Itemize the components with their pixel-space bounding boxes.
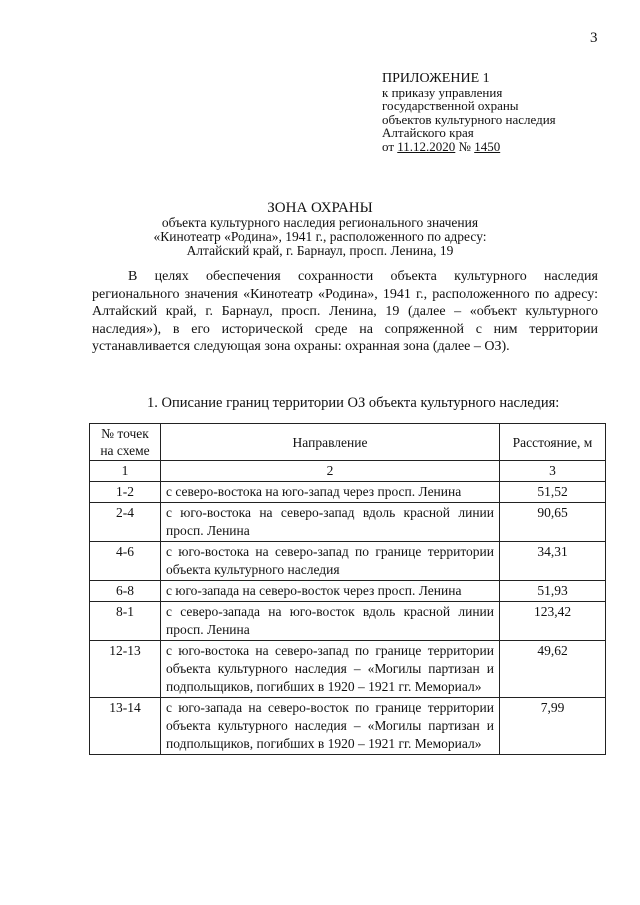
- row-direction: с юго-востока на северо-запад по границе территории объекта культурного наследия – «Могилы партизан и подпольщиков, погибших в 1920 – 1921 гг. Мемориал»: [161, 641, 500, 698]
- row-points: 8-1: [90, 602, 161, 641]
- table-row: [90, 641, 606, 698]
- row-points: 2-4: [90, 503, 161, 542]
- zone-subtitle-line: объекта культурного наследия регионального значения: [161, 215, 479, 230]
- column-number: 1: [90, 461, 161, 482]
- row-distance: 90,65: [500, 503, 606, 542]
- zone-title: ЗОНА ОХРАНЫ: [267, 200, 373, 216]
- row-distance: 49,62: [500, 641, 606, 698]
- zone-subtitle-line: Алтайский край, г. Барнаул, просп. Ленина, 19: [186, 243, 454, 258]
- table-row: [90, 482, 606, 503]
- row-points: 4-6: [90, 542, 161, 581]
- boundaries-table: [89, 423, 606, 755]
- row-direction: с юго-востока на северо-запад вдоль красной линии просп. Ленина: [161, 503, 500, 542]
- order-date: 11.12.2020: [397, 138, 456, 154]
- row-points: 1-2: [90, 482, 161, 503]
- zone-subtitle: [0, 216, 640, 258]
- appendix-date-line: [382, 140, 556, 154]
- order-number: 1450: [474, 138, 501, 154]
- number-prefix: №: [455, 138, 475, 154]
- table-row: [90, 503, 606, 542]
- row-distance: 34,31: [500, 542, 606, 581]
- date-prefix: от: [382, 138, 398, 154]
- appendix-line: объектов культурного наследия: [382, 111, 556, 127]
- column-number: 3: [500, 461, 606, 482]
- intro-paragraph: [92, 268, 598, 356]
- section-heading: 1. Описание границ территории ОЗ объекта культурного наследия:: [147, 395, 560, 411]
- appendix-line: Алтайского края: [382, 125, 474, 140]
- row-distance: 123,42: [500, 602, 606, 641]
- appendix-line: к приказу управления: [382, 84, 503, 100]
- header-direction: Направление: [161, 424, 500, 461]
- row-distance: 51,93: [500, 581, 606, 602]
- row-distance: 51,52: [500, 482, 606, 503]
- row-distance: 7,99: [500, 698, 606, 755]
- header-distance: Расстояние, м: [500, 424, 606, 461]
- page-number: 3: [590, 30, 598, 46]
- row-direction: с юго-востока на северо-запад по границе территории объекта культурного наследия: [161, 542, 500, 581]
- table-row: [90, 602, 606, 641]
- row-direction: с северо-востока на юго-запад через просп. Ленина: [161, 482, 500, 503]
- row-points: 13-14: [90, 698, 161, 755]
- intro-text: В целях обеспечения сохранности объекта культурного наследия регионального значения «Кинотеатр «Родина», 1941 г., расположенного по адресу: Алтайский край, г. Барнаул, просп. Ленина, 19 (далее – «объект культурного наследия»), в его исторической среде на сопряженной с ним территории устанавливается следующая зона охраны: охранная зона (далее – ОЗ).: [92, 269, 598, 354]
- appendix-title: ПРИЛОЖЕНИЕ 1: [382, 71, 490, 86]
- table-header-row: [90, 424, 606, 461]
- column-number: 2: [161, 461, 500, 482]
- row-direction: с юго-запада на северо-восток по границе территории объекта культурного наследия – «Могилы партизан и подпольщиков, погибших в 1920 – 1921 гг. Мемориал»: [161, 698, 500, 755]
- row-points: 12-13: [90, 641, 161, 698]
- row-points: 6-8: [90, 581, 161, 602]
- table-row: [90, 698, 606, 755]
- row-direction: с северо-запада на юго-восток вдоль красной линии просп. Ленина: [161, 602, 500, 641]
- zone-subtitle-line: «Кинотеатр «Родина», 1941 г., расположенного по адресу:: [153, 229, 487, 244]
- table-row: [90, 581, 606, 602]
- appendix-block: [382, 72, 556, 153]
- header-points: № точек на схеме: [90, 424, 161, 461]
- row-direction: с юго-запада на северо-восток через просп. Ленина: [161, 581, 500, 602]
- appendix-line: государственной охраны: [382, 98, 519, 113]
- column-number-row: [90, 461, 606, 482]
- table-row: [90, 542, 606, 581]
